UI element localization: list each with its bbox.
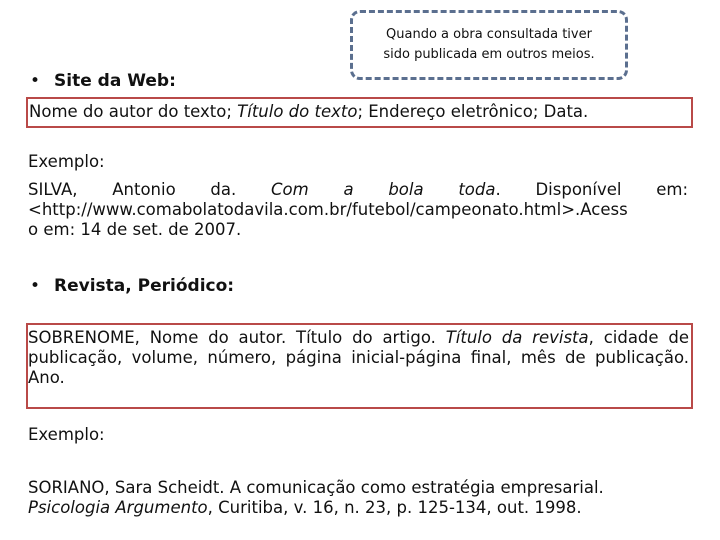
revista-format-part-2: , cidade de publicação, volume, número, página inicial-página final, mês de publicação. Ano.: [28, 328, 689, 387]
revista-format-title: Título da revista: [445, 328, 589, 347]
revista-format-part-1: SOBRENOME, Nome do autor. Título do artigo.: [28, 328, 446, 347]
web-example-line-2: <http://www.comabolatodavila.com.br/futebol/campeonato.html>.Acess: [28, 200, 628, 219]
web-example: [28, 180, 688, 240]
web-heading-text: Site da Web:: [54, 71, 176, 91]
web-example-available: . Disponível em:: [495, 180, 689, 199]
revista-example-journal: Psicologia Argumento: [28, 498, 208, 517]
web-heading: [30, 70, 176, 92]
revista-heading: [30, 275, 234, 297]
note-box: [350, 10, 628, 80]
revista-example: [28, 478, 688, 518]
revista-example-line-1: SORIANO, Sara Scheidt. A comunicação como estratégia empresarial.: [28, 478, 604, 497]
revista-example-label: Exemplo:: [28, 425, 105, 444]
web-format-author: Nome do autor do texto;: [29, 102, 238, 121]
note-line-1: Quando a obra consultada tiver: [386, 27, 592, 42]
web-format-title: Título do texto: [237, 102, 358, 121]
bullet-icon: •: [30, 71, 41, 91]
revista-example-line-2: [28, 498, 688, 518]
web-example-line-3: o em: 14 de set. de 2007.: [28, 220, 242, 239]
web-format-text: [29, 102, 588, 122]
web-example-label: Exemplo:: [28, 152, 105, 171]
bullet-icon: •: [30, 276, 41, 296]
web-format-rest: ; Endereço eletrônico; Data.: [357, 102, 589, 121]
revista-example-details: , Curitiba, v. 16, n. 23, p. 125-134, out. 1998.: [207, 498, 582, 517]
revista-heading-text: Revista, Periódico:: [54, 276, 235, 296]
web-example-line-1: [28, 180, 688, 200]
revista-format-text: [28, 328, 689, 388]
note-line-2: sido publicada em outros meios.: [383, 47, 595, 62]
web-example-author: SILVA, Antonio da.: [28, 180, 237, 199]
web-example-title: Com a bola toda: [271, 180, 496, 199]
